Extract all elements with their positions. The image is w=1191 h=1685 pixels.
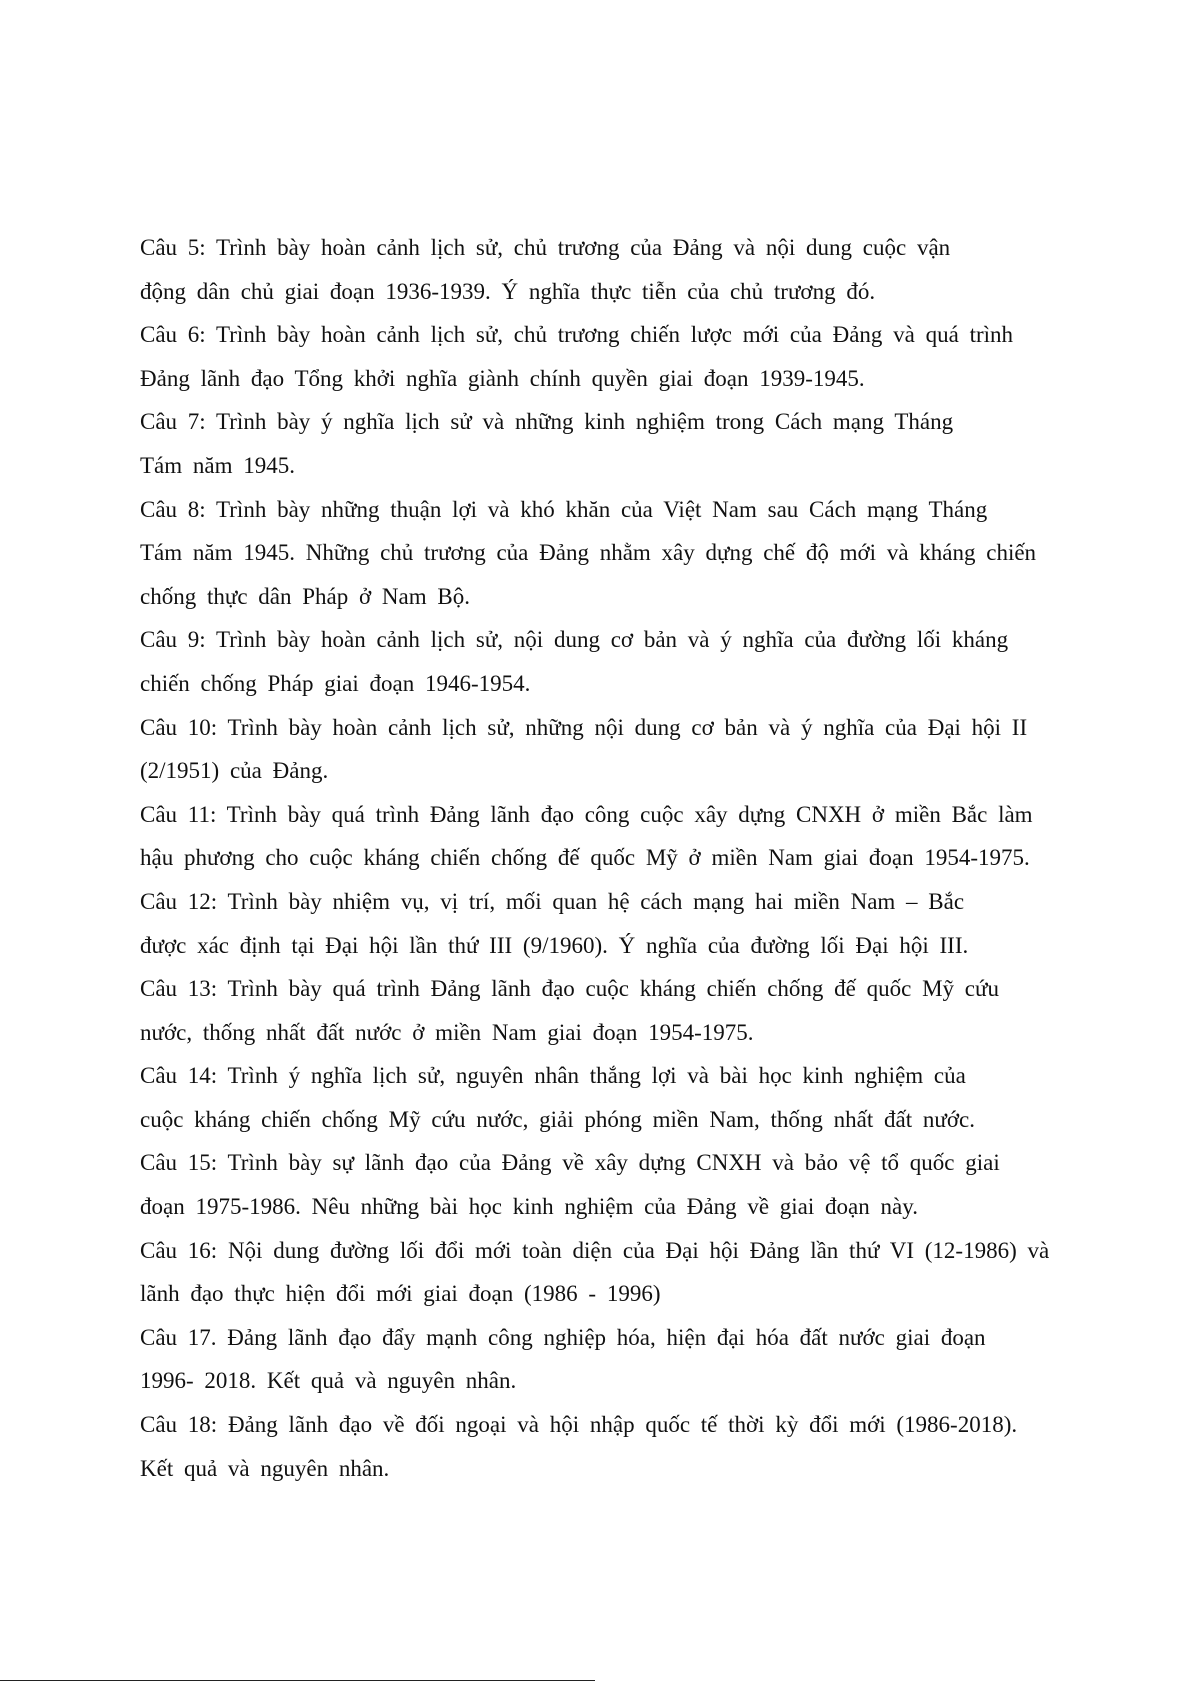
question-line: Câu 6: Trình bày hoàn cảnh lịch sử, chủ trương chiến lược mới của Đảng và quá trình (140, 322, 1014, 348)
question-item (140, 1403, 1160, 1490)
question-line: đoạn 1975-1986. Nêu những bài học kinh nghiệm của Đảng về giai đoạn này. (140, 1194, 918, 1220)
question-line: Tám năm 1945. (140, 452, 295, 478)
question-line: lãnh đạo thực hiện đổi mới giai đoạn (1986 - 1996) (140, 1281, 661, 1307)
question-item (140, 706, 1160, 793)
question-line: Câu 16: Nội dung đường lối đổi mới toàn diện của Đại hội Đảng lần thứ VI (12-1986) và (140, 1237, 1050, 1263)
question-item (140, 618, 1160, 705)
question-line: động dân chủ giai đoạn 1936-1939. Ý nghĩa thực tiễn của chủ trương đó. (140, 278, 876, 304)
footnote-divider (0, 1680, 595, 1681)
question-item (140, 1229, 1160, 1316)
question-line: Câu 14: Trình ý nghĩa lịch sử, nguyên nhân thắng lợi và bài học kinh nghiệm của (140, 1063, 966, 1089)
question-item (140, 793, 1160, 880)
question-line: Câu 9: Trình bày hoàn cảnh lịch sử, nội dung cơ bản và ý nghĩa của đường lối kháng (140, 627, 1009, 653)
question-line: hậu phương cho cuộc kháng chiến chống đế quốc Mỹ ở miền Nam giai đoạn 1954-1975. (140, 845, 1030, 871)
question-line: nước, thống nhất đất nước ở miền Nam giai đoạn 1954-1975. (140, 1019, 754, 1045)
question-line: Kết quả và nguyên nhân. (140, 1455, 390, 1481)
question-line: chiến chống Pháp giai đoạn 1946-1954. (140, 670, 531, 696)
question-item (140, 400, 1160, 487)
question-item (140, 488, 1160, 619)
question-item (140, 967, 1160, 1054)
question-line: chống thực dân Pháp ở Nam Bộ. (140, 583, 470, 609)
question-line: Câu 7: Trình bày ý nghĩa lịch sử và những kinh nghiệm trong Cách mạng Tháng (140, 409, 954, 435)
question-line: Tám năm 1945. Những chủ trương của Đảng nhằm xây dựng chế độ mới và kháng chiến (140, 540, 1037, 566)
question-line: Câu 5: Trình bày hoàn cảnh lịch sử, chủ trương của Đảng và nội dung cuộc vận (140, 235, 951, 260)
question-line: cuộc kháng chiến chống Mỹ cứu nước, giải phóng miền Nam, thống nhất đất nước. (140, 1106, 975, 1132)
question-line: Câu 18: Đảng lãnh đạo về đối ngoại và hội nhập quốc tế thời kỳ đổi mới (1986-2018). (140, 1412, 1018, 1438)
question-line: Câu 10: Trình bày hoàn cảnh lịch sử, những nội dung cơ bản và ý nghĩa của Đại hội II (140, 714, 1028, 740)
question-item (140, 1054, 1160, 1141)
question-item (140, 1316, 1160, 1403)
question-item (140, 880, 1160, 967)
question-line: 1996- 2018. Kết quả và nguyên nhân. (140, 1368, 517, 1394)
question-line: Câu 8: Trình bày những thuận lợi và khó khăn của Việt Nam sau Cách mạng Tháng (140, 496, 988, 522)
question-line: Câu 12: Trình bày nhiệm vụ, vị trí, mối quan hệ cách mạng hai miền Nam – Bắc (140, 888, 965, 914)
question-line: Đảng lãnh đạo Tổng khởi nghĩa giành chính quyền giai đoạn 1939-1945. (140, 365, 865, 391)
question-item (140, 226, 1160, 313)
question-item (140, 313, 1160, 400)
question-line: Câu 15: Trình bày sự lãnh đạo của Đảng về xây dựng CNXH và bảo vệ tổ quốc giai (140, 1150, 1000, 1176)
question-item (140, 1141, 1160, 1228)
question-line: Câu 11: Trình bày quá trình Đảng lãnh đạo công cuộc xây dựng CNXH ở miền Bắc làm (140, 801, 1033, 827)
question-list (140, 226, 1160, 1490)
question-line: được xác định tại Đại hội lần thứ III (9/1960). Ý nghĩa của đường lối Đại hội III. (140, 932, 969, 958)
question-line: (2/1951) của Đảng. (140, 758, 329, 784)
question-line: Câu 17. Đảng lãnh đạo đẩy mạnh công nghiệp hóa, hiện đại hóa đất nước giai đoạn (140, 1324, 986, 1350)
question-line: Câu 13: Trình bày quá trình Đảng lãnh đạo cuộc kháng chiến chống đế quốc Mỹ cứu (140, 976, 999, 1002)
